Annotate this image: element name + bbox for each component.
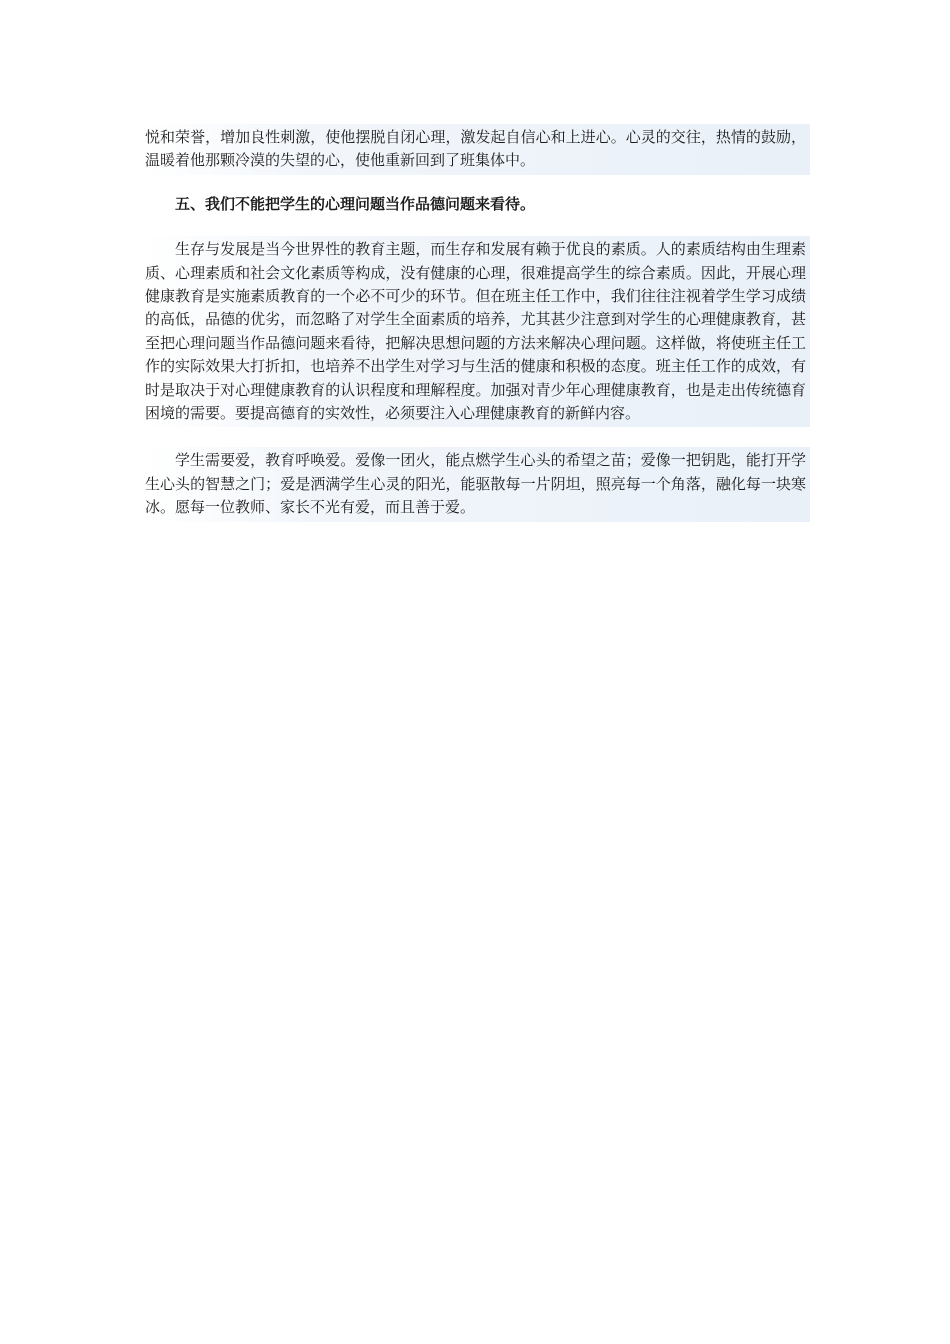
paragraph-gap — [145, 216, 810, 236]
document-body — [145, 124, 810, 522]
paragraph-gap — [145, 427, 810, 447]
paragraph-gap — [145, 175, 810, 193]
body-paragraph-2: 学生需要爱，教育呼唤爱。爱像一团火，能点燃学生心头的希望之苗；爱像一把钥匙，能打开学生心头的智慧之门；爱是洒满学生心灵的阳光，能驱散每一片阴坦，照亮每一个角落，融化每一块寒冰。愿每一位教师、家长不光有爱，而且善于爱。 — [145, 447, 810, 521]
section-heading: 五、我们不能把学生的心理问题当作品德问题来看待。 — [175, 194, 536, 213]
body-paragraph-1: 生存与发展是当今世界性的教育主题，而生存和发展有赖于优良的素质。人的素质结构由生理素质、心理素质和社会文化素质等构成，没有健康的心理，很难提高学生的综合素质。因此，开展心理健康教育是实施素质教育的一个必不可少的环节。但在班主任工作中，我们往往注视着学生学习成绩的高低，品德的优劣，而忽略了对学生全面素质的培养，尤其甚少注意到对学生的心理健康教育，甚至把心理问题当作品德问题来看待，把解决思想问题的方法来解决心理问题。这样做，将使班主任工作的实际效果大打折扣，也培养不出学生对学习与生活的健康和积极的态度。班主任工作的成效，有时是取决于对心理健康教育的认识程度和理解程度。加强对青少年心理健康教育，也是走出传统德育困境的需要。要提高德育的实效性，必须要注入心理健康教育的新鲜内容。 — [145, 236, 810, 427]
continuation-paragraph: 悦和荣誉，增加良性刺激，使他摆脱自闭心理，激发起自信心和上进心。心灵的交往，热情的鼓励，温暖着他那颗冷漠的失望的心，使他重新回到了班集体中。 — [145, 124, 810, 175]
